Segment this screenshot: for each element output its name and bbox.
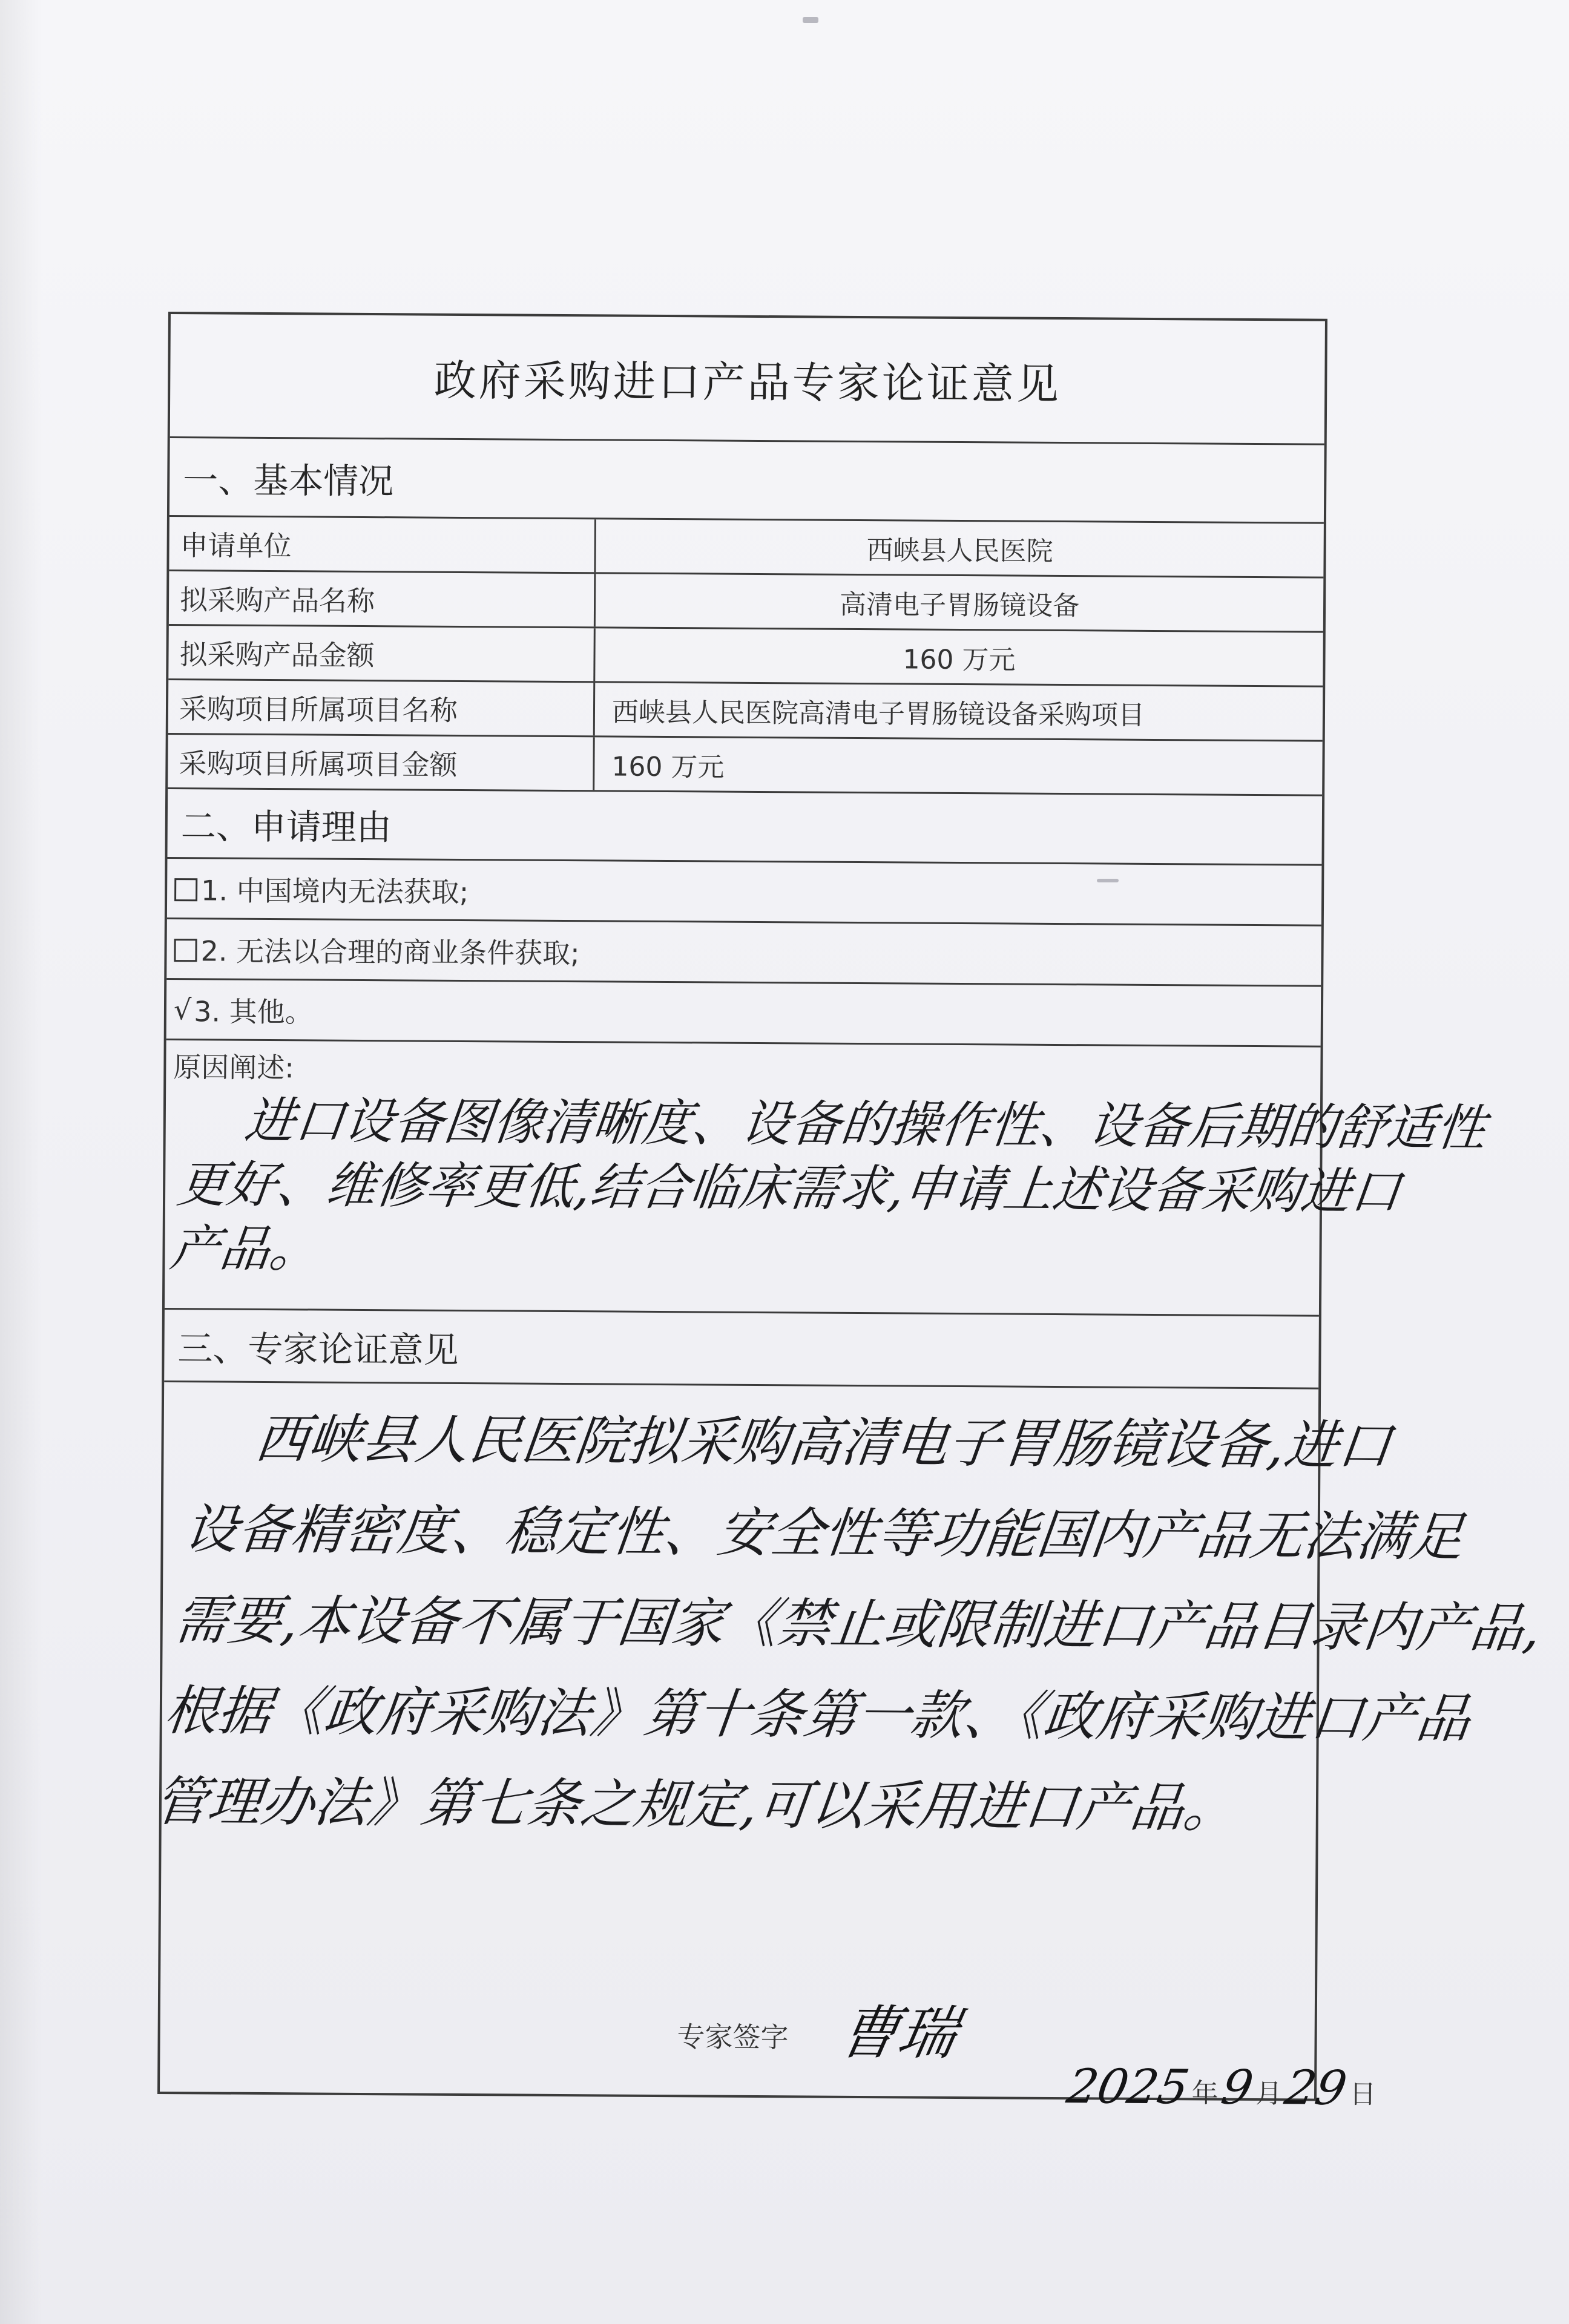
handwritten-line: 管理办法》第七条之规定,可以采用进口产品。 [151, 1770, 1241, 1839]
expert-opinion-form [151, 312, 1544, 2116]
reason-option-1 [167, 859, 1322, 927]
reason-option-text: 2. 无法以合理的商业条件获取; [200, 934, 580, 970]
date-day-unit: 日 [1349, 2078, 1377, 2110]
handwritten-line: 根据《政府采购法》第十条第一款、《政府采购进口产品 [161, 1679, 1473, 1750]
section-basic-info-heading [169, 438, 1324, 524]
row-value: 160 万元 [903, 643, 1016, 676]
check-mark-icon[interactable]: √ [173, 993, 192, 1026]
row-label: 拟采购产品名称 [169, 571, 596, 626]
date-month-unit: 月 [1255, 2078, 1283, 2110]
table-row-project-name [168, 680, 1323, 742]
reason-explanation-box [165, 1040, 1490, 1317]
checkbox-unchecked[interactable] [174, 878, 197, 901]
reason-option-text: 1. 中国境内无法获取; [200, 873, 469, 908]
row-label: 拟采购产品金额 [168, 626, 596, 681]
reason-option-text: 3. 其他。 [194, 994, 313, 1028]
date-day: 29 [1281, 2061, 1351, 2116]
row-value: 西峡县人民医院 [866, 534, 1053, 567]
handwritten-reason [167, 1089, 1490, 1288]
handwritten-line: 需要,本设备不属于国家《禁止或限制进口产品目录内产品, [171, 1589, 1544, 1659]
handwritten-line: 更好、维修率更低,结合临床需求,申请上述设备采购进口 [174, 1156, 1404, 1221]
handwritten-opinion [150, 1393, 1544, 1854]
row-value: 160 万元 [611, 750, 725, 783]
table-row-product-amount [168, 626, 1323, 688]
signature-date [1062, 2060, 1380, 2116]
section-heading-text: 二、申请理由 [180, 806, 392, 849]
form-title: 政府采购进口产品专家论证意见 [170, 314, 1325, 445]
section-reason-heading [167, 789, 1322, 866]
signature-label: 专家签字 [677, 2020, 789, 2054]
handwritten-line: 西峡县人民医院拟采购高清电子胃肠镜设备,进口 [252, 1407, 1395, 1477]
reason-option-3 [166, 980, 1321, 1048]
handwritten-line: 产品。 [167, 1220, 323, 1279]
section-expert-opinion-heading [164, 1310, 1319, 1390]
paper-shadow [0, 0, 42, 2324]
reason-option-2 [166, 919, 1321, 987]
row-label: 采购项目所属项目名称 [168, 680, 596, 735]
signature-area [160, 1998, 1377, 2116]
date-year: 2025 [1062, 2060, 1193, 2115]
section-heading-text: 一、基本情况 [183, 459, 394, 502]
table-row-project-amount [168, 735, 1323, 796]
row-label: 申请单位 [169, 517, 596, 572]
handwritten-line: 进口设备图像清晰度、设备的操作性、设备后期的舒适性 [242, 1092, 1490, 1158]
table-row-product-name [169, 571, 1324, 633]
date-year-unit: 年 [1191, 2078, 1219, 2109]
table-row-applicant [169, 517, 1324, 579]
paper-speck [803, 17, 818, 23]
row-value: 西峡县人民医院高清电子胃肠镜设备采购项目 [611, 696, 1145, 731]
date-month: 9 [1217, 2060, 1257, 2115]
explain-label: 原因阐述: [173, 1051, 295, 1085]
handwritten-line: 设备精密度、稳定性、安全性等功能国内产品无法满足 [181, 1498, 1467, 1569]
row-value: 高清电子胃肠镜设备 [839, 589, 1080, 622]
handwritten-signature: 曹瑞 [834, 1998, 963, 2067]
expert-opinion-box [151, 1382, 1544, 2116]
checkbox-unchecked[interactable] [174, 939, 197, 962]
row-label: 采购项目所属项目金额 [168, 735, 595, 790]
section-heading-text: 三、专家论证意见 [177, 1327, 459, 1371]
